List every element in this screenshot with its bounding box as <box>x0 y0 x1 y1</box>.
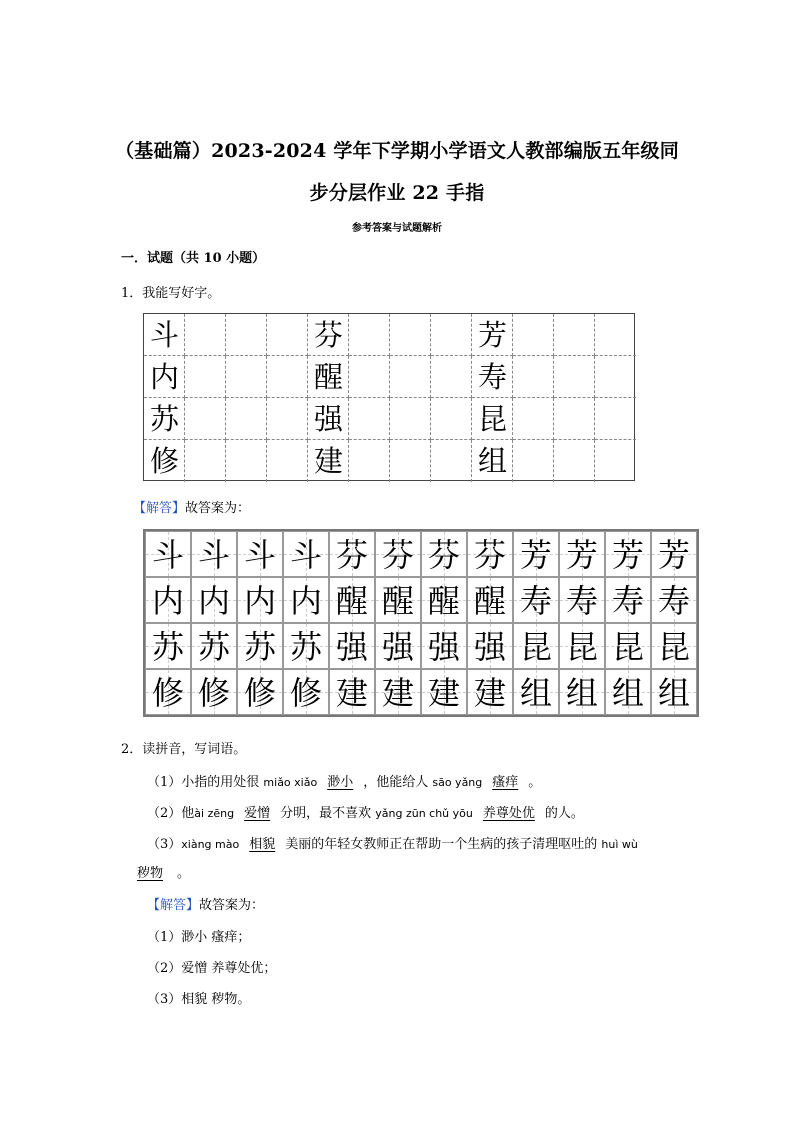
item-text: 小指的用处很 <box>181 775 264 790</box>
answer-grid-cell <box>467 577 513 623</box>
answer-grid-cell <box>375 531 421 577</box>
grid-character: 斗 <box>149 318 179 352</box>
answer-grid-cell <box>191 623 237 669</box>
answer-character: 建 <box>473 674 506 712</box>
answer-character: 内 <box>197 582 230 620</box>
answer-character: 建 <box>381 674 414 712</box>
answer-grid-cell <box>651 669 697 715</box>
answer-grid-cell <box>191 669 237 715</box>
answer-character: 强 <box>427 628 460 666</box>
answer-character: 内 <box>151 582 184 620</box>
answer-character: 斗 <box>151 536 184 574</box>
grid-row <box>144 440 634 482</box>
answer-grid-cell <box>559 623 605 669</box>
answer-label: 【解答】 <box>147 898 200 913</box>
answer-character: 芬 <box>427 536 460 574</box>
answer-grid-cell <box>237 577 283 623</box>
answer-grid-cell <box>329 669 375 715</box>
item-text: 美丽的年轻女教师正在帮助一个生病的孩子清理呕吐的 <box>285 837 602 852</box>
answer-label: 【解答】 <box>133 501 186 516</box>
answer-blank: 渺小 <box>327 775 354 790</box>
answer-grid-cell <box>513 531 559 577</box>
grid-cell[interactable] <box>349 356 390 398</box>
answer-character: 修 <box>151 674 184 712</box>
answer-grid-cell <box>191 531 237 577</box>
answer-grid-cell <box>421 669 467 715</box>
answer-character: 寿 <box>519 582 552 620</box>
answer-character: 寿 <box>565 582 598 620</box>
answer-character: 组 <box>611 674 644 712</box>
answer-character: 芳 <box>565 536 598 574</box>
grid-character: 修 <box>149 444 179 478</box>
item-text: 。 <box>177 866 191 881</box>
answer-grid-cell <box>283 577 329 623</box>
answer-grid-cell <box>651 531 697 577</box>
answer-character: 芬 <box>381 536 414 574</box>
answer-character: 内 <box>289 582 322 620</box>
answer-grid-cell <box>513 577 559 623</box>
grid-cell[interactable] <box>267 356 308 398</box>
grid-cell[interactable] <box>513 440 554 482</box>
answer-grid-cell <box>237 531 283 577</box>
answer-character: 修 <box>243 674 276 712</box>
grid-character: 苏 <box>149 402 179 436</box>
grid-cell[interactable] <box>390 398 431 440</box>
answer-grid-cell <box>375 669 421 715</box>
answer-character: 斗 <box>243 536 276 574</box>
answer-character: 芳 <box>519 536 552 574</box>
answer-character: 醒 <box>335 582 368 620</box>
answer-grid-cell <box>421 531 467 577</box>
item-text: ，他能给人 <box>363 775 433 790</box>
answer-grid-cell <box>375 577 421 623</box>
grid-cell[interactable] <box>513 314 554 356</box>
answer-character: 芳 <box>657 536 690 574</box>
answer-character: 修 <box>197 674 230 712</box>
item-number: （1） <box>147 775 182 790</box>
grid-character: 寿 <box>477 360 507 394</box>
answer-grid-cell <box>421 623 467 669</box>
pinyin: ài zēng <box>194 807 235 820</box>
grid-cell[interactable] <box>267 398 308 440</box>
grid-cell[interactable] <box>185 314 226 356</box>
question-2-prompt: 2．读拼音，写词语。 <box>121 742 247 757</box>
answer-grid-cell <box>329 577 375 623</box>
answer-character: 寿 <box>611 582 644 620</box>
answer-character: 斗 <box>289 536 322 574</box>
pinyin: sāo yǎng <box>432 776 483 789</box>
document-subtitle: 参考答案与试题解析 <box>352 223 442 234</box>
section-heading: 一．试题（共 10 小题） <box>121 251 266 266</box>
answer-grid-cell <box>605 531 651 577</box>
question-2-item-3 <box>147 833 638 852</box>
pinyin: huì wù <box>601 838 638 851</box>
answer-blank: 秽物 <box>137 866 164 881</box>
item-text: 分明，最不喜欢 <box>280 806 376 821</box>
answer-grid-cell <box>329 623 375 669</box>
answer-grid-cell <box>283 623 329 669</box>
grid-cell[interactable] <box>226 356 267 398</box>
grid-cell[interactable] <box>554 398 595 440</box>
answer-grid-cell <box>191 577 237 623</box>
answer-grid-cell <box>513 623 559 669</box>
grid-character: 建 <box>313 444 343 478</box>
answer-line-1: （1）渺小 瘙痒； <box>147 930 251 945</box>
grid-row <box>144 398 634 440</box>
grid-cell[interactable] <box>390 440 431 482</box>
answer-grid-cell <box>559 669 605 715</box>
answer-grid-cell <box>605 577 651 623</box>
item-text: 。 <box>528 775 542 790</box>
question-1-prompt: 1．我能写好字。 <box>121 286 221 301</box>
grid-cell[interactable] <box>185 356 226 398</box>
answer-blank: 瘙痒 <box>492 775 519 790</box>
answer-blank: 养尊处优 <box>482 806 535 821</box>
grid-cell[interactable] <box>390 314 431 356</box>
grid-cell[interactable] <box>431 398 472 440</box>
answer-character: 芬 <box>473 536 506 574</box>
question-2-item-2 <box>147 802 584 821</box>
answer-character: 昆 <box>657 628 690 666</box>
answer-character: 组 <box>519 674 552 712</box>
grid-cell[interactable] <box>595 314 636 356</box>
answer-character: 昆 <box>519 628 552 666</box>
answer-blank: 相貌 <box>249 837 276 852</box>
answer-grid-cell <box>559 531 605 577</box>
answer-grid-cell <box>559 577 605 623</box>
answer-grid-cell <box>283 669 329 715</box>
answer-character: 组 <box>657 674 690 712</box>
answer-grid-cell <box>651 577 697 623</box>
answer-character: 醒 <box>381 582 414 620</box>
answer-character: 建 <box>427 674 460 712</box>
pinyin: yǎng zūn chǔ yōu <box>375 807 473 820</box>
answer-grid-cell <box>467 531 513 577</box>
answer-grid-cell <box>329 531 375 577</box>
item-text: 的人。 <box>544 806 584 821</box>
grid-cell[interactable] <box>513 356 554 398</box>
answer-character: 醒 <box>427 582 460 620</box>
grid-cell[interactable] <box>595 356 636 398</box>
answer-character: 苏 <box>289 628 322 666</box>
grid-cell[interactable] <box>595 440 636 482</box>
grid-cell[interactable] <box>554 440 595 482</box>
answer-grid-cell <box>283 531 329 577</box>
answer-grid-cell <box>467 669 513 715</box>
grid-cell[interactable] <box>267 440 308 482</box>
answer-character: 昆 <box>611 628 644 666</box>
answer-character: 苏 <box>151 628 184 666</box>
grid-cell[interactable] <box>431 440 472 482</box>
grid-character: 芳 <box>477 318 507 352</box>
answer-grid-cell <box>421 577 467 623</box>
answer-character: 组 <box>565 674 598 712</box>
answer-character: 苏 <box>197 628 230 666</box>
grid-character: 组 <box>477 444 507 478</box>
item-number: （3） <box>147 837 182 852</box>
answer-grid-cell <box>237 669 283 715</box>
answer-grid-cell <box>375 623 421 669</box>
pinyin: xiàng mào <box>181 838 240 851</box>
grid-character: 昆 <box>477 402 507 436</box>
grid-cell[interactable] <box>349 314 390 356</box>
answer-grid-cell <box>467 623 513 669</box>
question-2-item-1 <box>147 771 541 790</box>
grid-cell[interactable] <box>226 314 267 356</box>
grid-cell[interactable] <box>554 314 595 356</box>
answer-grid-cell <box>605 669 651 715</box>
answer-character: 寿 <box>657 582 690 620</box>
item-text: 他 <box>181 806 195 821</box>
answer-text: 故答案为： <box>185 501 251 516</box>
grid-cell[interactable] <box>595 398 636 440</box>
answer-grid-cell <box>237 623 283 669</box>
answer-grid-cell <box>513 669 559 715</box>
grid-cell[interactable] <box>431 356 472 398</box>
grid-cell[interactable] <box>226 440 267 482</box>
document-title-line2: 步分层作业 22 手指 <box>309 182 485 204</box>
grid-character: 内 <box>149 360 179 394</box>
answer-text: 故答案为： <box>199 898 265 913</box>
question-2-answer <box>147 894 264 913</box>
answer-character: 芳 <box>611 536 644 574</box>
answer-blank: 爱憎 <box>244 806 271 821</box>
answer-grid-cell <box>145 623 191 669</box>
grid-cell[interactable] <box>185 440 226 482</box>
grid-character: 醒 <box>313 360 343 394</box>
grid-cell[interactable] <box>185 398 226 440</box>
grid-cell[interactable] <box>267 314 308 356</box>
item-number: （2） <box>147 806 182 821</box>
answer-character: 强 <box>473 628 506 666</box>
grid-cell[interactable] <box>349 440 390 482</box>
pinyin: miǎo xiǎo <box>263 776 318 789</box>
question-2-item-3-cont <box>137 862 190 881</box>
answer-line-3: （3）相貌 秽物。 <box>147 992 251 1007</box>
question-1-answer <box>133 497 250 516</box>
answer-character: 斗 <box>197 536 230 574</box>
grid-cell[interactable] <box>226 398 267 440</box>
answer-character: 修 <box>289 674 322 712</box>
answer-grid-cell <box>145 669 191 715</box>
answer-character: 芬 <box>335 536 368 574</box>
practice-grid <box>143 313 635 481</box>
grid-cell[interactable] <box>513 398 554 440</box>
answer-character: 昆 <box>565 628 598 666</box>
grid-row <box>144 356 634 398</box>
grid-cell[interactable] <box>431 314 472 356</box>
answer-character: 强 <box>381 628 414 666</box>
answer-grid <box>143 529 699 717</box>
answer-grid-cell <box>651 623 697 669</box>
grid-cell[interactable] <box>390 356 431 398</box>
answer-grid-cell <box>145 577 191 623</box>
answer-grid-cell <box>605 623 651 669</box>
grid-character: 芬 <box>313 318 343 352</box>
answer-line-2: （2）爱憎 养尊处优； <box>147 961 277 976</box>
answer-grid-cell <box>145 531 191 577</box>
answer-character: 醒 <box>473 582 506 620</box>
grid-cell[interactable] <box>349 398 390 440</box>
answer-character: 强 <box>335 628 368 666</box>
grid-cell[interactable] <box>554 356 595 398</box>
answer-character: 内 <box>243 582 276 620</box>
answer-character: 苏 <box>243 628 276 666</box>
document-title-line1: （基础篇）2023-2024 学年下学期小学语文人教部编版五年级同 <box>115 140 679 162</box>
answer-character: 建 <box>335 674 368 712</box>
grid-row <box>144 314 634 356</box>
grid-character: 强 <box>313 402 343 436</box>
